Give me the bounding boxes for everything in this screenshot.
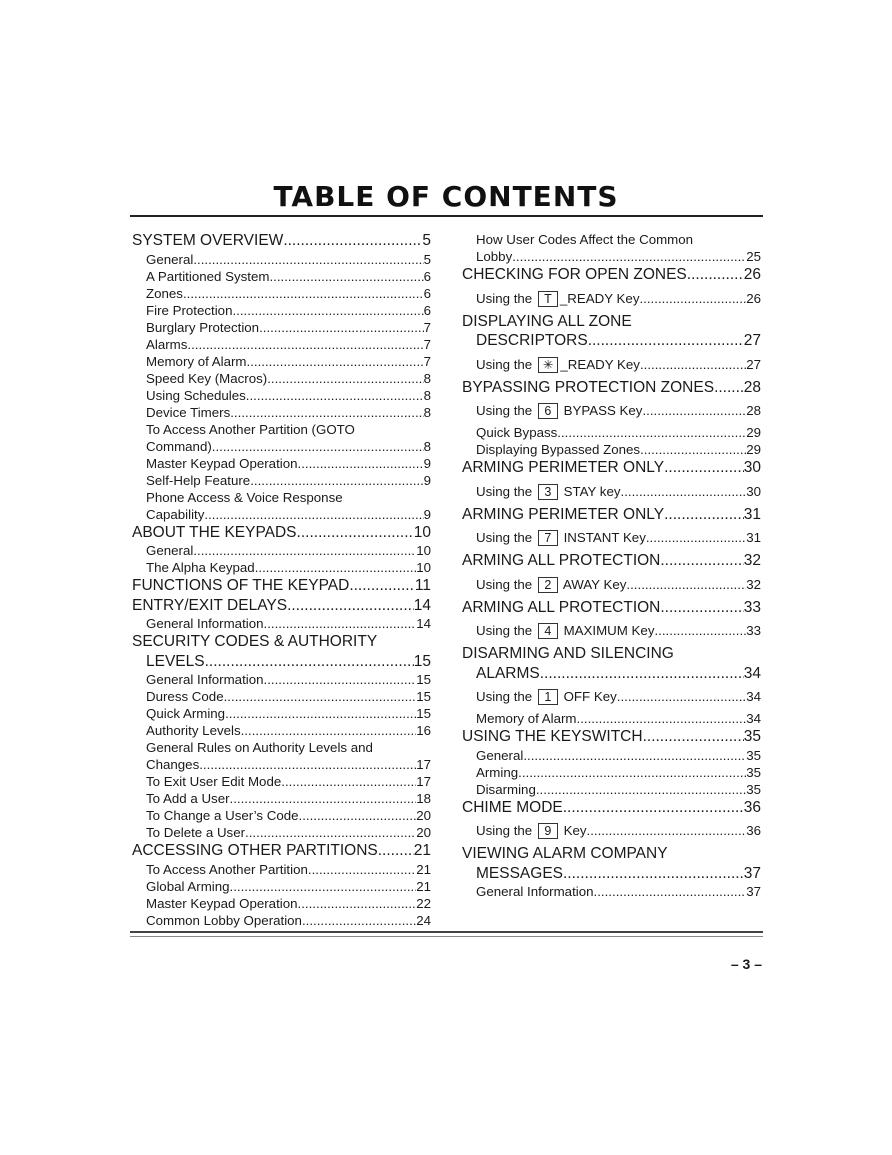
keypad-key-icon: 9 (538, 823, 558, 839)
toc-entry[interactable]: Duress Code ..... 15 (132, 688, 431, 705)
toc-entry[interactable]: Using the T _READY Key ..... 26 (462, 290, 761, 307)
toc-entry[interactable]: A Partitioned System ..... 6 (132, 268, 431, 285)
toc-entry[interactable]: Using the 9 Key ..... 36 (462, 822, 761, 839)
toc-entry[interactable]: Burglary Protection ..... 7 (132, 319, 431, 336)
page-number: – 3 – (730, 956, 762, 972)
toc-entry-line1[interactable]: DISARMING AND SILENCING (462, 645, 674, 662)
keypad-key-icon: ✳ (538, 357, 558, 373)
bottom-rule (130, 931, 763, 937)
toc-entry[interactable]: ARMING PERIMETER ONLY ..... 30 (462, 458, 761, 478)
toc-entry[interactable]: ACCESSING OTHER PARTITIONS ..... 21 (132, 841, 431, 861)
toc-entry[interactable]: Device Timers ..... 8 (132, 404, 431, 421)
toc-entry[interactable]: To Access Another Partition ..... 21 (132, 861, 431, 878)
toc-entry[interactable]: Displaying Bypassed Zones ..... 29 (462, 441, 761, 458)
toc-entry[interactable]: Using the 2 AWAY Key ..... 32 (462, 576, 761, 593)
toc-entry[interactable]: General Information ..... 14 (132, 615, 431, 632)
toc-entry[interactable]: General ..... 35 (462, 747, 761, 764)
toc-entry[interactable]: Command) ..... 8 (132, 438, 431, 455)
toc-entry[interactable]: Speed Key (Macros) ..... 8 (132, 370, 431, 387)
toc-entry[interactable]: CHECKING FOR OPEN ZONES ..... 26 (462, 265, 761, 285)
toc-entry[interactable]: Fire Protection ..... 6 (132, 302, 431, 319)
toc-entry[interactable]: General Information ..... 15 (132, 671, 431, 688)
toc-entry[interactable]: SYSTEM OVERVIEW ..... 5 (132, 231, 431, 251)
toc-entry[interactable]: Master Keypad Operation ..... 9 (132, 455, 431, 472)
toc-entry[interactable]: LEVELS ..... 15 (132, 652, 431, 672)
toc-entry-line1[interactable]: General Rules on Authority Levels and (146, 740, 373, 755)
toc-left-column (132, 231, 431, 929)
toc-entry[interactable]: Using the 1 OFF Key ..... 34 (462, 688, 761, 705)
keypad-key-icon: 7 (538, 530, 558, 546)
toc-entry-line1[interactable]: SECURITY CODES & AUTHORITY (132, 633, 378, 650)
toc-entry[interactable]: ABOUT THE KEYPADS ..... 10 (132, 523, 431, 543)
toc-entry[interactable]: DESCRIPTORS ..... 27 (462, 331, 761, 351)
toc-entry[interactable]: Using the 6 BYPASS Key ..... 28 (462, 402, 761, 419)
toc-entry[interactable]: ARMING PERIMETER ONLY ..... 31 (462, 505, 761, 525)
toc-entry[interactable]: Common Lobby Operation ..... 24 (132, 912, 431, 929)
toc-entry[interactable]: Changes ..... 17 (132, 756, 431, 773)
page-title: TABLE OF CONTENTS (273, 180, 619, 213)
toc-entry[interactable]: Using the ✳ _READY Key ..... 27 (462, 356, 761, 373)
toc-entry[interactable]: Master Keypad Operation ..... 22 (132, 895, 431, 912)
toc-entry[interactable]: The Alpha Keypad ..... 10 (132, 559, 431, 576)
toc-entry[interactable]: FUNCTIONS OF THE KEYPAD ..... 11 (132, 576, 431, 596)
toc-entry[interactable]: General ..... 5 (132, 251, 431, 268)
toc-entry[interactable]: General Information ..... 37 (462, 883, 761, 900)
toc-entry[interactable]: To Delete a User ..... 20 (132, 824, 431, 841)
toc-entry[interactable]: Using Schedules ..... 8 (132, 387, 431, 404)
toc-right-column (462, 231, 761, 900)
keypad-key-icon: T (538, 291, 558, 307)
toc-entry[interactable]: General ..... 10 (132, 542, 431, 559)
keypad-key-icon: 3 (538, 484, 558, 500)
toc-entry[interactable]: Self-Help Feature ..... 9 (132, 472, 431, 489)
toc-entry[interactable]: Quick Bypass ..... 29 (462, 424, 761, 441)
toc-entry[interactable]: Arming ..... 35 (462, 764, 761, 781)
toc-entry[interactable]: Using the 7 INSTANT Key ..... 31 (462, 529, 761, 546)
toc-entry[interactable]: Authority Levels ..... 16 (132, 722, 431, 739)
toc-entry[interactable]: CHIME MODE ..... 36 (462, 798, 761, 818)
toc-entry[interactable]: To Change a User’s Code ..... 20 (132, 807, 431, 824)
toc-entry[interactable]: Capability ..... 9 (132, 506, 431, 523)
toc-entry[interactable]: Using the 3 STAY key ..... 30 (462, 483, 761, 500)
toc-entry[interactable]: ALARMS ..... 34 (462, 664, 761, 684)
keypad-key-icon: 1 (538, 689, 558, 705)
toc-entry[interactable]: ARMING ALL PROTECTION ..... 32 (462, 551, 761, 571)
toc-entry[interactable]: Global Arming ..... 21 (132, 878, 431, 895)
keypad-key-icon: 4 (538, 623, 558, 639)
toc-entry[interactable]: Memory of Alarm ..... 34 (462, 710, 761, 727)
keypad-key-icon: 6 (538, 403, 558, 419)
toc-entry-line1[interactable]: DISPLAYING ALL ZONE (462, 312, 632, 330)
toc-entry-line1[interactable]: Phone Access & Voice Response (146, 489, 343, 505)
toc-entry[interactable]: USING THE KEYSWITCH ..... 35 (462, 727, 761, 747)
top-rule (130, 215, 763, 217)
toc-entry[interactable]: Alarms ..... 7 (132, 336, 431, 353)
toc-entry[interactable]: Quick Arming ..... 15 (132, 705, 431, 722)
toc-entry[interactable]: BYPASSING PROTECTION ZONES ..... 28 (462, 378, 761, 398)
toc-entry-line1[interactable]: How User Codes Affect the Common (476, 232, 694, 247)
toc-entry[interactable]: MESSAGES ..... 37 (462, 864, 761, 884)
toc-entry[interactable]: To Add a User ..... 18 (132, 790, 431, 807)
toc-entry[interactable]: Memory of Alarm ..... 7 (132, 353, 431, 370)
toc-entry[interactable]: To Exit User Edit Mode ..... 17 (132, 773, 431, 790)
keypad-key-icon: 2 (538, 577, 558, 593)
toc-entry[interactable]: Disarming ..... 35 (462, 781, 761, 798)
toc-entry-line1[interactable]: To Access Another Partition (GOTO (146, 421, 355, 437)
toc-entry-line1[interactable]: VIEWING ALARM COMPANY (462, 845, 668, 862)
toc-entry[interactable]: ENTRY/EXIT DELAYS ..... 14 (132, 596, 431, 616)
toc-entry[interactable]: Zones ..... 6 (132, 285, 431, 302)
toc-entry[interactable]: ARMING ALL PROTECTION ..... 33 (462, 598, 761, 618)
toc-entry[interactable]: Using the 4 MAXIMUM Key ..... 33 (462, 622, 761, 639)
toc-entry[interactable]: Lobby ..... 25 (462, 248, 761, 265)
